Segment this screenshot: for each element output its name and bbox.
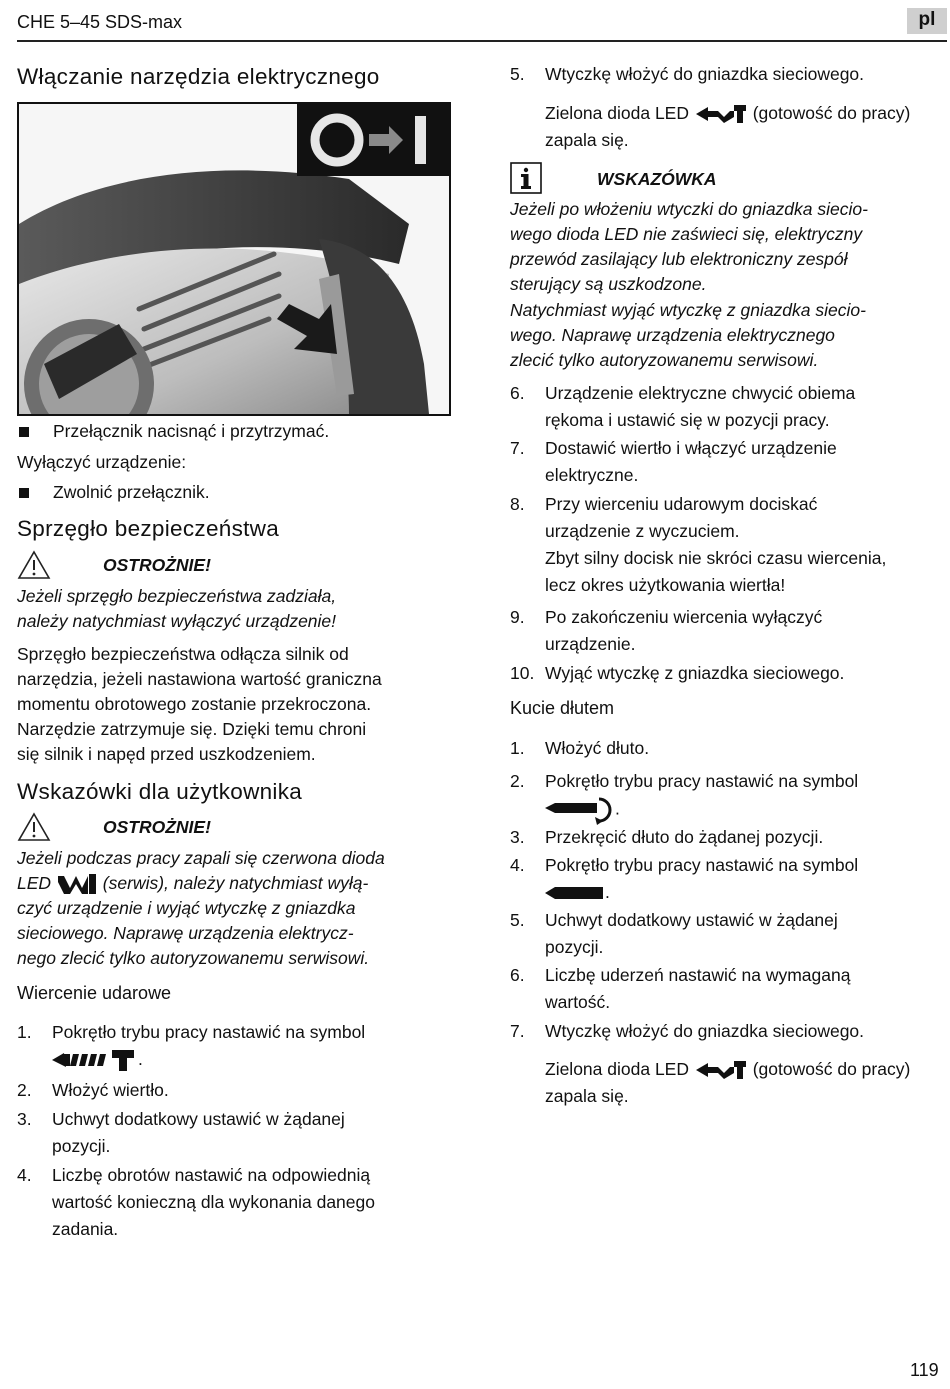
user-warning-line: Jeżeli podczas pracy zapali się czerwona dioda bbox=[17, 848, 385, 868]
user-warning-line: nego zlecić tylko autoryzowanemu serwisowi. bbox=[17, 948, 370, 968]
step-text: Wtyczkę włożyć do gniazdka sieciowego. bbox=[545, 1021, 865, 1041]
led-text: Zielona dioda LED bbox=[545, 103, 689, 123]
chiseling-heading: Kucie dłutem bbox=[510, 698, 615, 718]
step-text: Dostawić wiertło i włączyć urządzenie bbox=[545, 438, 837, 458]
step-text: Pokrętło trybu pracy nastawić na symbol bbox=[52, 1022, 366, 1042]
list-item bbox=[510, 61, 950, 88]
list-item bbox=[510, 1018, 950, 1045]
clutch-text-line: się silnik i napęd przed uszkodzeniem. bbox=[17, 744, 316, 764]
led-text: LED bbox=[17, 873, 52, 893]
list-item bbox=[510, 962, 950, 1016]
switch-off-label: Wyłączyć urządzenie: bbox=[17, 452, 187, 472]
step-text: wartość. bbox=[545, 992, 611, 1012]
step-text: Włożyć wiertło. bbox=[52, 1080, 169, 1100]
step-symbol-line bbox=[545, 879, 950, 906]
step-text: Zbyt silny docisk nie skróci czasu wiercenia, bbox=[545, 548, 887, 568]
led-ready-line: zapala się. bbox=[545, 1086, 629, 1106]
chisel-rotate-mode-icon bbox=[545, 795, 615, 825]
warning-triangle-icon bbox=[17, 550, 51, 580]
caution-header bbox=[17, 550, 447, 580]
list-item bbox=[510, 824, 950, 851]
step-text: elektryczne. bbox=[545, 465, 639, 485]
bullet-square bbox=[19, 488, 29, 498]
ready-led-icon bbox=[694, 1059, 748, 1081]
step-number: 2. bbox=[17, 1080, 32, 1100]
step-number: 2. bbox=[510, 771, 525, 791]
led-ready-line bbox=[545, 101, 910, 126]
service-text: (serwis), należy natychmiast wyłą- bbox=[102, 873, 369, 893]
step-number: 7. bbox=[510, 1021, 525, 1041]
list-item bbox=[17, 1162, 482, 1243]
step-period: . bbox=[605, 882, 610, 902]
step-text: Wyjąć wtyczkę z gniazdka sieciowego. bbox=[545, 663, 845, 683]
step-text: lecz okres użytkowania wiertła! bbox=[545, 575, 786, 595]
step-text: Uchwyt dodatkowy ustawić w żądanej bbox=[545, 910, 838, 930]
tool-illustration bbox=[17, 102, 451, 416]
header-divider bbox=[17, 40, 947, 42]
clutch-warning-line: Jeżeli sprzęgło bezpieczeństwa zadziała, bbox=[17, 586, 337, 606]
step-text: Pokrętło trybu pracy nastawić na symbol bbox=[545, 771, 859, 791]
user-warning-line bbox=[17, 871, 368, 896]
caution-label: OSTROŻNIE! bbox=[103, 817, 211, 837]
clutch-heading: Sprzęgło bezpieczeństwa bbox=[17, 516, 280, 541]
step-number: 10. bbox=[510, 663, 535, 683]
list-item bbox=[17, 419, 483, 444]
led-status-text: (gotowość do pracy) bbox=[752, 1059, 911, 1079]
step-symbol-line bbox=[52, 1046, 482, 1073]
step-number: 4. bbox=[17, 1165, 32, 1185]
list-item bbox=[17, 1019, 482, 1073]
list-item bbox=[17, 1106, 482, 1160]
page-number: 119 bbox=[910, 1360, 939, 1380]
note-line: wego. Naprawę urządzenia elektrycznego bbox=[510, 325, 835, 345]
list-item bbox=[510, 768, 950, 825]
user-warning-line: sieciowego. Naprawę urządzenia elektrycz- bbox=[17, 923, 354, 943]
service-led-icon bbox=[56, 872, 98, 896]
list-item bbox=[510, 735, 950, 762]
step-text: Liczbę obrotów nastawić na odpowiednią bbox=[52, 1165, 371, 1185]
note-line: Natychmiast wyjąć wtyczkę z gniazdka siecio- bbox=[510, 300, 866, 320]
note-header bbox=[510, 162, 947, 194]
list-item bbox=[17, 480, 483, 505]
step-number: 6. bbox=[510, 383, 525, 403]
note-label: WSKAZÓWKA bbox=[597, 169, 717, 189]
caution-label: OSTROŻNIE! bbox=[103, 555, 211, 575]
step-period: . bbox=[138, 1049, 143, 1069]
list-item bbox=[17, 1077, 482, 1104]
note-line: wego dioda LED nie zaświeci się, elektryczny bbox=[510, 224, 863, 244]
step-text: pozycji. bbox=[545, 937, 604, 957]
list-item bbox=[510, 604, 950, 658]
impact-drilling-heading: Wiercenie udarowe bbox=[17, 983, 172, 1003]
step-text: Urządzenie elektryczne chwycić obiema bbox=[545, 383, 856, 403]
user-tips-heading: Wskazówki dla użytkownika bbox=[17, 779, 303, 804]
step-number: 9. bbox=[510, 607, 525, 627]
step-text: urządzenie. bbox=[545, 634, 636, 654]
step-text: Przekręcić dłuto do żądanej pozycji. bbox=[545, 827, 824, 847]
step-number: 3. bbox=[17, 1109, 32, 1129]
list-item bbox=[510, 907, 950, 961]
caution-header bbox=[17, 812, 447, 842]
step-number: 4. bbox=[510, 855, 525, 875]
step-text: Pokrętło trybu pracy nastawić na symbol bbox=[545, 855, 859, 875]
clutch-warning-line: należy natychmiast wyłączyć urządzenie! bbox=[17, 611, 337, 631]
list-item bbox=[510, 852, 950, 906]
step-number: 1. bbox=[17, 1022, 32, 1042]
step-number: 1. bbox=[510, 738, 525, 758]
clutch-text-line: Narzędzie zatrzymuje się. Dzięki temu chroni bbox=[17, 719, 367, 739]
step-text: Włożyć dłuto. bbox=[545, 738, 650, 758]
step-text: Liczbę uderzeń nastawić na wymaganą bbox=[545, 965, 851, 985]
note-line: przewód zasilający lub elektroniczny zespół bbox=[510, 249, 848, 269]
document-title: CHE 5–45 SDS-max bbox=[17, 12, 183, 32]
user-warning-line: czyć urządzenie i wyjąć wtyczkę z gniazdka bbox=[17, 898, 356, 918]
drill-switch-illustration bbox=[19, 104, 449, 414]
led-status-text: (gotowość do pracy) bbox=[752, 103, 911, 123]
ready-led-icon bbox=[694, 103, 748, 125]
list-item bbox=[510, 435, 950, 489]
bullet-text: Zwolnić przełącznik. bbox=[53, 482, 210, 502]
step-text: zadania. bbox=[52, 1219, 119, 1239]
step-number: 6. bbox=[510, 965, 525, 985]
step-number: 5. bbox=[510, 64, 525, 84]
clutch-text-line: narzędzia, jeżeli nastawiona wartość graniczna bbox=[17, 669, 382, 689]
warning-triangle-icon bbox=[17, 812, 51, 842]
step-text: Po zakończeniu wiercenia wyłączyć bbox=[545, 607, 823, 627]
step-symbol-line bbox=[545, 795, 950, 825]
step-period: . bbox=[615, 798, 620, 819]
step-text: Przy wierceniu udarowym dociskać bbox=[545, 494, 818, 514]
step-number: 7. bbox=[510, 438, 525, 458]
led-ready-line: zapala się. bbox=[545, 130, 629, 150]
bullet-text: Przełącznik nacisnąć i przytrzymać. bbox=[53, 421, 330, 441]
bullet-square bbox=[19, 427, 29, 437]
clutch-text-line: Sprzęgło bezpieczeństwa odłącza silnik od bbox=[17, 644, 349, 664]
info-icon bbox=[510, 162, 542, 194]
list-item bbox=[510, 380, 950, 434]
clutch-text-line: momentu obrotowego zostanie przekroczona. bbox=[17, 694, 372, 714]
note-line: zlecić tylko autoryzowanemu serwisowi. bbox=[510, 350, 819, 370]
hammer-drill-mode-icon bbox=[52, 1049, 138, 1071]
step-text: rękoma i ustawić się w pozycji pracy. bbox=[545, 410, 830, 430]
step-text: urządzenie z wyczuciem. bbox=[545, 521, 740, 541]
step-text: wartość konieczną dla wykonania danego bbox=[52, 1192, 375, 1212]
step-number: 5. bbox=[510, 910, 525, 930]
step-text: pozycji. bbox=[52, 1136, 111, 1156]
chisel-mode-icon bbox=[545, 884, 605, 902]
note-line: Jeżeli po włożeniu wtyczki do gniazdka siecio- bbox=[510, 199, 868, 219]
led-text: Zielona dioda LED bbox=[545, 1059, 689, 1079]
step-text: Wtyczkę włożyć do gniazdka sieciowego. bbox=[545, 64, 865, 84]
list-item bbox=[510, 491, 950, 599]
language-badge: pl bbox=[907, 8, 947, 34]
step-text: Uchwyt dodatkowy ustawić w żądanej bbox=[52, 1109, 345, 1129]
note-line: sterujący są uszkodzone. bbox=[510, 274, 707, 294]
step-number: 8. bbox=[510, 494, 525, 514]
list-item bbox=[510, 660, 950, 687]
led-ready-line bbox=[545, 1057, 910, 1082]
switch-on-heading: Włączanie narzędzia elektrycznego bbox=[17, 64, 380, 89]
step-number: 3. bbox=[510, 827, 525, 847]
